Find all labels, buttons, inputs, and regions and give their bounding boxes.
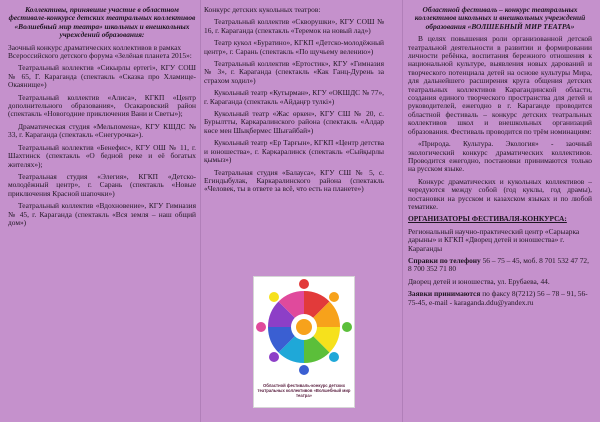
list-item: Театральный коллектив «Алиса», КГКП «Центр дополнительного образования», Осакаровский район (спектакль «Новогодние приключения Вани и Светы»); xyxy=(8,92,196,119)
drama-intro: Заочный конкурс драматических коллективов в рамках Всероссийского детского форума «Зелёная планета 2015»: xyxy=(8,42,192,61)
organizers-text: Региональный научно-практический центр «Сарыарка дарыны» и КГКП «Дворец детей и юношества» г. Караганды xyxy=(408,226,580,253)
puppet-column xyxy=(204,6,384,198)
festival-emblem-icon xyxy=(254,277,354,381)
organizers-title: ОРГАНИЗАТОРЫ ФЕСТИВАЛЯ-КОНКУРСА: xyxy=(408,214,567,224)
festival-logo xyxy=(253,276,355,408)
reference-label: Справки по телефону xyxy=(408,255,481,265)
participants-header: Коллективы, принявшие участие в областном фестивале-конкурсе детских театральных коллективов «Волшебный мир театра» школьных и внешкольных учреждений образования: xyxy=(8,5,196,40)
festival-info-column xyxy=(408,6,592,311)
applications-contacts: по факсу 8(7212) 56 – 78 – 91, 56-75-45, e-mail - karaganda.ddu@yandex.ru xyxy=(408,289,588,307)
list-item: Театральная студия «Балауса», КГУ СШ № 5, с. Егиндыбулак, Каркаралинского района (спектакль «Человек, ты в ответе за всё, что есть на планете») xyxy=(204,167,384,194)
list-item: Театр кукол «Буратино», КГКП «Детско-молодёжный центр», г. Сарань (спектакль «По щучьему велению») xyxy=(204,38,384,56)
list-item: Кукольный театр «Ер Тарғын», КГКП «Центр детства и юношества», г. Каркаралинск (спектакль «Сыйқырлы қымыз») xyxy=(204,138,384,165)
festival-title: Областной фестиваль – конкурс театральных коллективов школьных и внешкольных учреждений образования «ВОЛШЕБНЫЙ МИР ТЕАТРА» xyxy=(414,5,586,31)
list-item: Кукольный театр «Жас өркен», КГУ СШ № 20, с. Бурылтты, Каркаралинского района (спектакль «Алдар көсе мен Шықбермес Шығайбай») xyxy=(204,109,384,135)
address: Дворец детей и юношества, ул. Ерубаева, 44. xyxy=(408,276,550,286)
fold-line xyxy=(200,0,201,422)
applications-label: Заявки принимаются xyxy=(408,289,481,299)
reference-numbers: 56 – 75 – 45, моб. 8 701 532 47 72, 8 700 352 71 80 xyxy=(408,255,589,274)
list-item: Театральный коллектив «Ертостик», КГУ «Гимназия № 3», г. Караганда (спектакль «Как Ганц-Дурень за страхом ходил») xyxy=(204,59,384,85)
festival-goal-paragraph: В целях повышения роли организованной детской театральной деятельности в развитии и формировании личности ребёнка, воспитания бережного отношения к национальной культуре, выявления новых дарований и творческого потенциала детей на основе культуры Мира, для дальнейшего расширения круга общения детских театральных коллективов Карагандинской области, создания единого творческого пространства для детей и руководителей, ежегодно в г. Караганде проводится областной фестиваль – конкурс детских театральных коллективов школ и внешкольных организаций образования. Фестиваль проводится по трём номинациям: xyxy=(408,34,592,136)
list-item: Театральный коллектив «Вдохновение», КГУ Гимназия № 45, г. Караганда (спектакль «Вся земля – наш общий дом») xyxy=(8,201,196,227)
list-item: Театральный коллектив «Скворушки», КГУ СОШ № 16, г. Караганда (спектакль «Теремок на новый лад») xyxy=(204,17,384,35)
reference-phone xyxy=(408,257,592,274)
list-item: Драматическая студия «Мельпомена», КГУ КШДС № 33, г. Караганда (спектакль «Снегурочка»). xyxy=(8,121,196,140)
list-item: Кукольный театр «Кутырман», КГУ «ОКШДС № 77», г. Караганда (спектакль «Айдаңғр тулкі») xyxy=(204,88,384,106)
nomination-drama-puppet: Конкурс драматических и кукольных коллективов – чередуются между собой (год куклы, год драмы), постановки на русском и казахском языках и по любой тематике. xyxy=(408,176,592,211)
fold-line xyxy=(402,0,403,422)
nomination-ecology: «Природа. Культура. Экология» - заочный экологический конкурс драматических коллективов. Проводится ежегодно, постановки принимаются только на русском языке. xyxy=(408,139,592,174)
applications xyxy=(408,290,592,307)
puppet-header: Конкурс детских кукольных театров: xyxy=(204,5,321,14)
list-item: Театральный коллектив «Сикырлы ертегі», КГУ СОШ № 65, Г. Караганда (спектакль «Сказка про Хламище-Окаянище») xyxy=(8,63,196,90)
list-item: Театральная студия «Элегия», КГКП «Детско-молодёжный центр», г. Сарань (спектакль «Новые приключения Красной шапочки») xyxy=(8,171,196,198)
logo-caption: Областной фестиваль-конкурс детских театральных коллективов «Волшебный мир театра» xyxy=(257,383,351,398)
list-item: Театральный коллектив «Бенефис», КГУ ОШ № 11, г. Шахтинск (спектакль «О бедной реке и её богатых жителях»); xyxy=(8,142,196,169)
participants-column xyxy=(8,6,196,231)
